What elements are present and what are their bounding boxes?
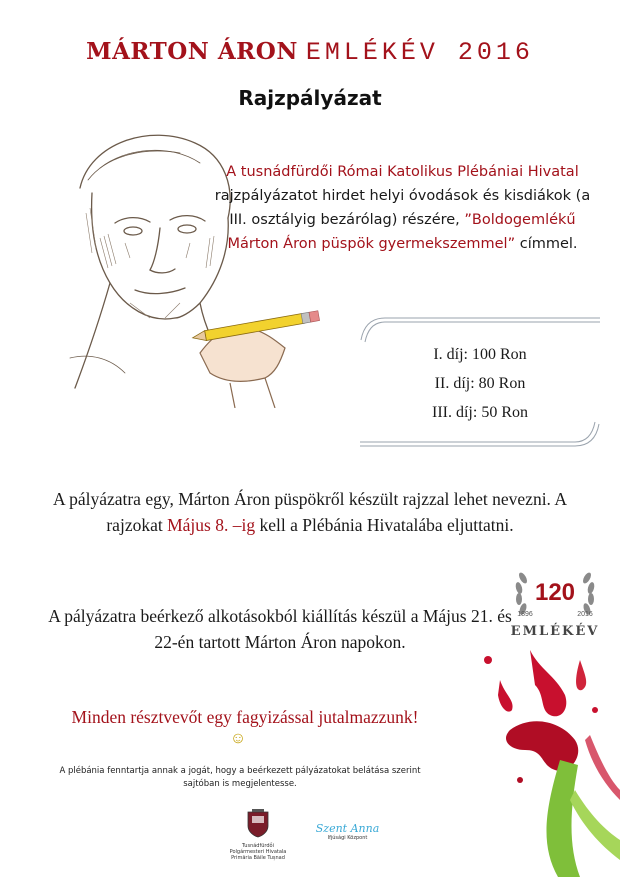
anniversary-emblem [505,560,605,640]
prize-second: II. díj: 80 Ron [434,375,526,392]
title-rest: EMLÉKÉV 2016 [305,38,534,67]
intro-text: rajzpályázatot hirdet helyi óvodások és kisdiákok (a III. osztályig bezárólag) részére, [214,188,591,228]
entry-text-end: kell a Plébánia Hivatalába eljuttatni. [259,515,514,535]
intro-text-end: címmel. [519,236,578,252]
intro-organizer: A tusnádfürdői Római Katolikus Plébániai Hivatal [226,164,579,180]
deadline: Május 8. –ig [167,515,256,535]
city-logo-caption: Tusnádfürdői Polgármesteri Hivatala Primăria Băile Tușnad [229,843,287,861]
prize-third: III. díj: 50 Ron [432,404,528,421]
exhibition-paragraph: A pályázatra beérkező alkotásokból kiállítás készül a Május 21. és 22-én tartott Márton Áron napokon. [48,606,512,652]
poster-subtitle: Rajzpályázat [238,86,382,110]
emblem-label: EMLÉKÉV [510,624,600,639]
prize-first: I. díj: 100 Ron [433,346,527,363]
poster-title [0,38,620,67]
title-main: MÁRTON ÁRON [86,38,298,65]
emblem-year-left: 1896 [517,611,533,618]
coat-of-arms-icon [228,808,288,838]
emblem-year-right: 2016 [577,611,593,618]
partner-logo [310,822,385,841]
entry-text: A pályázatra egy, Márton Áron püspökről készült rajzzal lehet nevezni. A rajzokat [53,489,567,535]
rights-note: A plébánia fenntartja annak a jogát, hogy a beérkezett pályázatokat belátása szerint sajtóban is megjelentesse. [59,766,421,789]
reward-message: Minden résztvevőt egy fagyizással jutalmazzunk! [71,707,419,727]
emblem-number: 120 [534,579,576,606]
partner-logo-caption: Ifjúsági Központ [327,835,368,841]
paint-splash-decoration [470,640,620,877]
smiley-icon: ☺ [229,730,247,747]
intro-paragraph [205,160,600,256]
intro-motto: ”Boldogemlékű Márton Áron püspök gyermekszemmel” [227,212,576,252]
prize-list [375,340,585,427]
partner-logo-name: Szent Anna [315,822,380,835]
city-logo [228,808,288,861]
entry-paragraph [40,486,580,538]
